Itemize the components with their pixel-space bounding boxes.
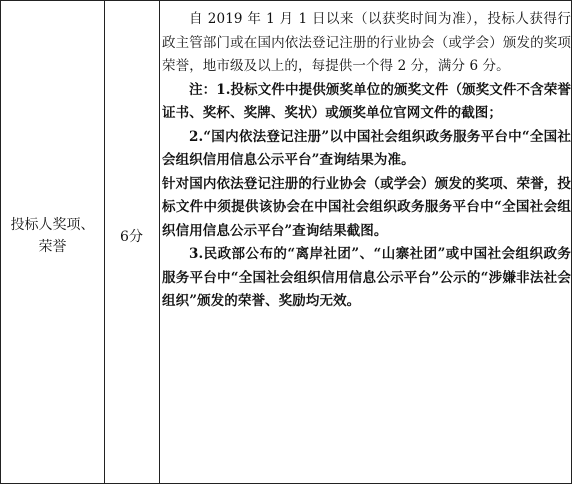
criteria-cell [160, 1, 572, 484]
criteria-note-3: 3.民政部公布的“离岸社团”、“山寨社团”或中国社会组织政务服务平台中“全国社会组织信用信息公示平台”公示的“涉嫌非法社会组织”颁发的荣誉、奖励均无效。 [162, 246, 571, 309]
item-label-cell [1, 1, 104, 484]
criteria-note-2-part-1: 2.“国内依法登记注册”以中国社会组织政务服务平台中“全国社会组织信用信息公示平台”查询结果为准。 [162, 128, 571, 168]
criteria-main-text: 自 2019 年 1 月 1 日以来（以获奖时间为准），投标人获得行政主管部门或在国内依法登记注册的行业协会（或学会）颁发的奖项荣誉，地市级及以上的，每提供一个得 2 分，满分 6 分。 [162, 11, 571, 74]
score-value: 6分 [120, 229, 143, 245]
score-cell [104, 1, 159, 484]
criteria-note-2-part-2: 针对国内依法登记注册的行业协会（或学会）颁发的奖项、荣誉，投标文件中须提供该协会在中国社会组织政务服务平台中“全国社会组织信用信息公示平台”查询结果截图。 [162, 175, 571, 239]
item-label: 投标人奖项、荣誉 [10, 217, 95, 255]
criteria-note-1: 注：1.投标文件中提供颁奖单位的颁奖文件（颁奖文件不含荣誉证书、奖杯、奖牌、奖状）或颁奖单位官网文件的截图； [162, 81, 571, 121]
